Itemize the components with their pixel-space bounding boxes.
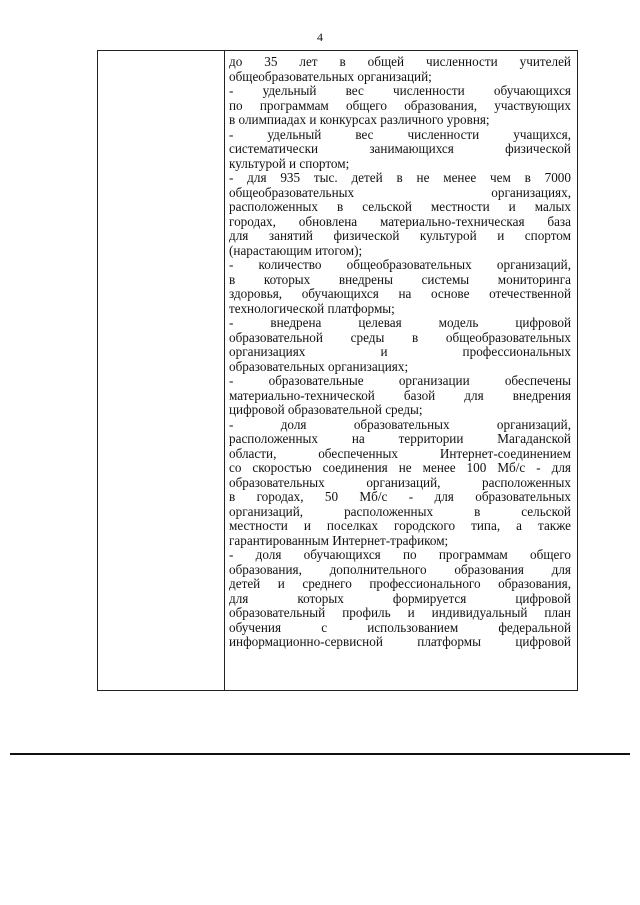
column-divider [224,51,225,690]
text-line: детей и среднего профессионального образования, [229,576,571,591]
text-line: - внедрена целевая модель цифровой [229,315,571,330]
text-line: области, обеспеченных Интернет-соединением [229,445,571,461]
text-line: общеобразовательных организаций; [229,68,432,84]
text-line: (нарастающим итогом); [229,242,363,258]
text-line: местности и поселках городского типа, а также [229,518,571,533]
list-item [229,548,571,650]
table-cell-text [229,55,571,650]
text-line: - доля образовательных организаций, [229,416,571,432]
text-line: расположенных в сельской местности и малых [229,199,571,214]
text-line: по программам общего образования, участвующих [229,97,571,113]
text-line: образовательных организациях; [229,358,409,374]
text-line: в городах, 50 Мб/с - для образовательных [229,489,571,504]
text-line: материально-технической базой для внедрения [229,387,571,403]
text-line: образовательных организаций, расположенных [229,474,571,490]
table [97,50,578,691]
text-line: информационно-сервисной платформы цифровой [229,634,571,649]
list-item [229,128,571,172]
text-line: - удельный вес численности обучающихся [229,83,571,98]
footer-rule [10,753,630,755]
text-line: для которых формируется цифровой [229,590,571,606]
text-line: в олимпиадах и конкурсах различного уровня; [229,112,490,127]
text-line: общеобразовательных организациях, [229,184,571,200]
list-item [229,84,571,128]
text-line: технологической платформы; [229,300,395,316]
text-line: до 35 лет в общей численности учителей [229,54,571,69]
list-item [229,418,571,549]
text-line: обучения с использованием федеральной [229,619,571,635]
text-line: - образовательные организации обеспечены [229,373,571,388]
text-line: городах, обновлена материально-техническая база [229,213,571,229]
text-line: образования, дополнительного образования для [229,561,571,577]
text-line: для занятий физической культурой и спортом [229,228,571,243]
text-line: здоровья, обучающихся на основе отечественной [229,286,571,301]
text-line: в которых внедрены системы мониторинга [229,271,571,287]
page-number: 4 [317,30,323,44]
text-line: организациях и профессиональных [229,344,571,359]
text-line: расположенных на территории Магаданской [229,431,571,446]
text-line: организаций, расположенных в сельской [229,503,571,519]
text-line: систематически занимающихся физической [229,141,571,156]
text-line: образовательный профиль и индивидуальный план [229,605,571,620]
text-line: - для 935 тыс. детей в не менее чем в 7000 [229,170,571,185]
text-line: - доля обучающихся по программам общего [229,547,571,562]
text-line: со скоростью соединения не менее 100 Мб/с - для [229,460,571,475]
list-item [229,374,571,418]
list-item [229,171,571,258]
text-line: цифровой образовательной среды; [229,402,423,417]
list-item [229,258,571,316]
list-item [229,316,571,374]
text-line: культурой и спортом; [229,155,350,171]
text-line: - удельный вес численности учащихся, [229,126,571,142]
text-line: гарантированным Интернет-трафиком; [229,532,449,548]
text-line: - количество общеобразовательных организаций, [229,257,571,272]
text-line: образовательной среды в общеобразовательных [229,329,571,345]
list-item [229,55,571,84]
